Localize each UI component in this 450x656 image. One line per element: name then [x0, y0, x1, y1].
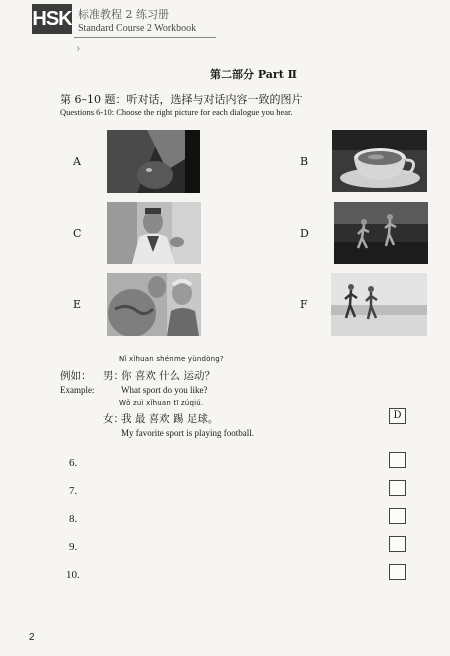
- example-man-en: What sport do you like?: [121, 385, 208, 395]
- option-letter-a: A: [73, 155, 81, 168]
- option-letter-e: E: [73, 298, 82, 311]
- instructions-en: Questions 6-10: Choose the right picture for each dialogue you hear.: [60, 107, 293, 117]
- photo-e-globe: [107, 273, 201, 336]
- example-woman-pinyin: Wǒ zuì xǐhuan tī zúqiú.: [119, 399, 204, 407]
- instructions-cn: 第 6–10 题：听对话，选择与对话内容一致的图片: [60, 93, 303, 106]
- question-number-9: 9.: [69, 541, 78, 553]
- answer-box-7[interactable]: [389, 480, 406, 496]
- example-man-pinyin: Nǐ xǐhuan shénme yùndòng?: [119, 355, 224, 363]
- example-woman-en: My favorite sport is playing football.: [121, 428, 254, 438]
- example-answer-box: D: [389, 408, 406, 424]
- question-number-6: 6.: [69, 457, 78, 469]
- example-label-cn: 例如：: [60, 370, 92, 382]
- answer-box-10[interactable]: [389, 564, 406, 580]
- option-letter-c: C: [73, 227, 82, 240]
- option-letter-d: D: [300, 227, 309, 240]
- option-letter-b: B: [300, 155, 309, 168]
- book-title-en: Standard Course 2 Workbook: [78, 23, 197, 34]
- photo-f-beach-run: [331, 273, 427, 336]
- decorative-curl-icon: ›: [76, 42, 81, 55]
- option-letter-f: F: [300, 298, 308, 311]
- photo-c-man-watch: [107, 202, 201, 264]
- example-label-en: Example:: [60, 385, 95, 395]
- example-woman-cn: 我 最 喜欢 踢 足球。: [121, 413, 219, 425]
- question-number-7: 7.: [69, 485, 78, 497]
- example-woman-label: 女：: [103, 413, 124, 425]
- book-title-cn: 标准教程 2 练习册: [78, 8, 169, 21]
- photo-d-runners: [334, 202, 428, 264]
- section-title: 第二部分 Part Ⅱ: [210, 68, 297, 81]
- example-man-label: 男：: [103, 370, 124, 382]
- answer-box-9[interactable]: [389, 536, 406, 552]
- question-number-10: 10.: [66, 569, 80, 581]
- hsk-badge: HSK: [32, 4, 72, 34]
- example-man-cn: 你 喜欢 什么 运动？: [121, 370, 216, 382]
- question-number-8: 8.: [69, 513, 78, 525]
- photo-b-tea: [332, 130, 427, 192]
- page-number: 2: [29, 632, 35, 643]
- answer-box-6[interactable]: [389, 452, 406, 468]
- answer-box-8[interactable]: [389, 508, 406, 524]
- photo-a-cat: [107, 130, 200, 193]
- header-divider: [74, 37, 216, 38]
